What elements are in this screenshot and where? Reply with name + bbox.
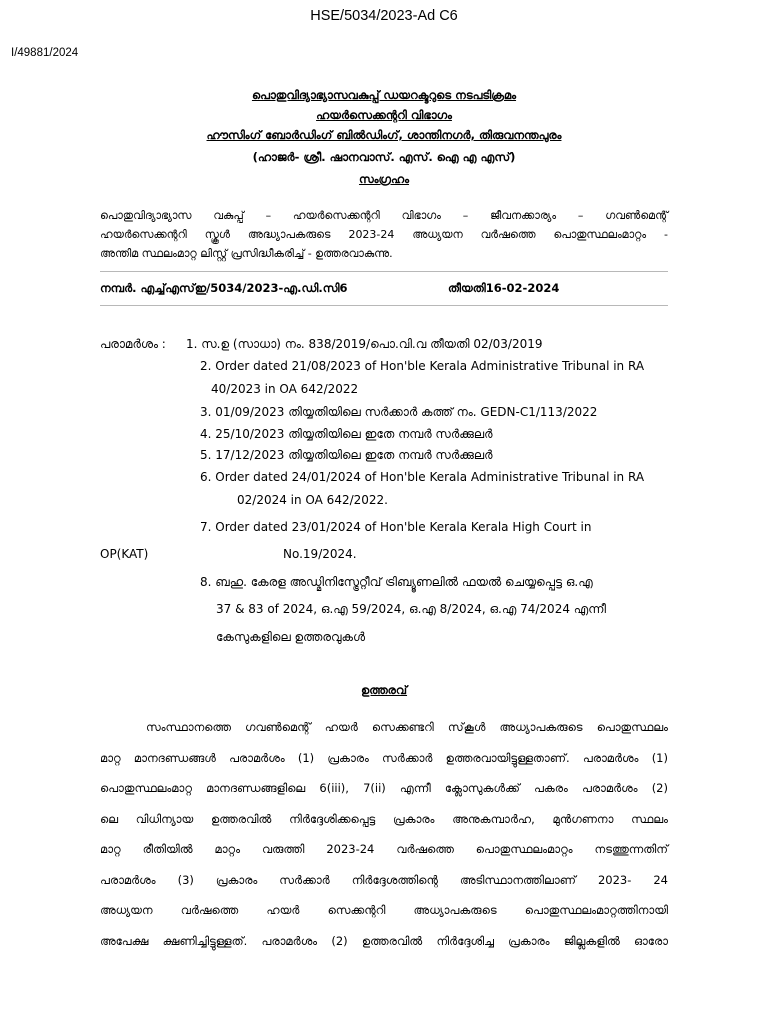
header-department: പൊതുവിദ്യാഭ്യാസവകുപ്പ് ഡയറക്ടറുടെ നടപടിക്രമം (251, 88, 517, 102)
references-label: പരാമർശം : (100, 337, 166, 351)
body-line: മാറ്റ മാനദണ്ഡങ്ങൾ പരാമർശം (1) പ്രകാരം സർക്കാർ ഉത്തരവായിട്ടുള്ളതാണ്. പരാമർശം (1) (100, 750, 668, 765)
header-section: ഹയർസെക്കന്ററി വിഭാഗം (316, 108, 452, 122)
reference-item: 02/2024 in OA 642/2022. (237, 493, 388, 507)
body-line: ലെ വിധിന്യായ ഉത്തരവിൽ നിർദ്ദേശിക്കപ്പെട്ട പ്രകാരം അനുകമ്പാർഹ, മുൻഗണനാ സ്ഥലം (100, 811, 668, 826)
divider (100, 271, 668, 272)
header-presence: (ഹാജർ- ശ്രീ. ഷാനവാസ്. എസ്. ഐ എ എസ്) (252, 150, 516, 164)
reference-item: 7. Order dated 23/01/2024 of Hon'ble Kerala Kerala High Court in (200, 520, 592, 534)
header-address: ഹൗസിംഗ് ബോർഡിംഗ് ബിൽഡിംഗ്, ശാന്തിനഗർ, തിരുവനന്തപുരം (206, 128, 562, 142)
reference-item: 4. 25/10/2023 തിയ്യതിയിലെ ഇതേ നമ്പർ സർക്കുലർ (200, 427, 493, 441)
reference-item: 2. Order dated 21/08/2023 of Hon'ble Kerala Administrative Tribunal in RA (200, 359, 645, 373)
summary-line: പൊതുവിദ്യാഭ്യാസ വകുപ്പ് – ഹയർസെക്കന്ററി വിഭാഗം – ജീവനക്കാര്യം – ഗവൺമെന്റ് (100, 209, 668, 222)
reference-item: 1. സ.ഉ (സാധാ) നം. 838/2019/പൊ.വി.വ തീയതി 02/03/2019 (186, 337, 543, 351)
summary-line: അന്തിമ സ്ഥലംമാറ്റ ലിസ്റ്റ് പ്രസിദ്ധീകരിച്ച് - ഉത്തരവാകുന്നു. (100, 247, 393, 260)
reference-item: 37 & 83 of 2024, ഒ.എ 59/2024, ഒ.എ 8/2024, ഒ.എ 74/2024 എന്നീ (216, 602, 606, 616)
summary-paragraph (100, 206, 668, 263)
order-heading: ഉത്തരവ് (360, 683, 408, 697)
order-date: തീയതി16-02-2024 (448, 281, 560, 295)
reference-item: 8. ബഹു. കേരള അഡ്മിനിസ്ട്രേറ്റീവ് ട്രിബ്യൂണലിൽ ഫയൽ ചെയ്യപ്പെട്ട ഒ.എ (200, 575, 593, 589)
body-line: പൊതുസ്ഥലംമാറ്റ മാനദണ്ഡങ്ങളിലെ 6(iii), 7(ii) എന്നീ ക്ലോസുകൾക്ക് പകരം പരാമർശം (2) (100, 781, 668, 795)
header-summary-label: സംഗ്രഹം (358, 172, 410, 186)
reference-item: 3. 01/09/2023 തിയ്യതിയിലെ സർക്കാർ കത്ത് നം. GEDN-C1/113/2022 (200, 405, 598, 419)
reference-item: OP(KAT) (100, 547, 149, 561)
summary-line: ഹയർസെക്കന്ററി സ്കൂൾ അദ്ധ്യാപകരുടെ 2023-24 അധ്യയന വർഷത്തെ പൊതുസ്ഥലംമാറ്റം - (100, 228, 668, 241)
body-line: അപേക്ഷ ക്ഷണിച്ചിട്ടുള്ളത്. പരാമർശം (2) ഉത്തരവിൽ നിർദ്ദേശിച്ച പ്രകാരം ജില്ലകളിൽ ഓരോ (100, 933, 668, 948)
order-number: നമ്പർ. എച്ച്എസ്ഇ/5034/2023-എ.ഡി.സി6 (100, 281, 348, 295)
body-line: പരാമർശം (3) പ്രകാരം സർക്കാർ നിർദ്ദേശത്തിന്റെ അടിസ്ഥാനത്തിലാണ് 2023- 24 (100, 872, 668, 887)
reference-item: 6. Order dated 24/01/2024 of Hon'ble Kerala Administrative Tribunal in RA (200, 470, 645, 484)
reference-item: 5. 17/12/2023 തിയ്യതിയിലെ ഇതേ നമ്പർ സർക്കുലർ (200, 448, 493, 462)
reference-item: No.19/2024. (283, 547, 357, 561)
body-line: സംസ്ഥാനത്തെ ഗവൺമെന്റ് ഹയർ സെക്കണ്ടറി സ്‌കൂൾ അധ്യാപകരുടെ പൊതുസ്ഥലം (146, 720, 668, 734)
document-id: I/49881/2024 (11, 47, 79, 59)
divider (100, 305, 668, 306)
body-line: അധ്യയന വർഷത്തെ ഹയർ സെക്കന്ററി അധ്യാപകരുടെ പൊതുസ്ഥലംമാറ്റത്തിനായി (100, 903, 668, 917)
reference-item: കേസുകളിലെ ഉത്തരവുകൾ (216, 630, 366, 644)
body-line: മാറ്റ രീതിയിൽ മാറ്റം വരുത്തി 2023-24 വർഷത്തെ പൊതുസ്ഥലംമാറ്റം നടത്തുന്നതിന് (100, 842, 668, 856)
order-body (100, 712, 668, 956)
reference-item: 40/2023 in OA 642/2022 (211, 382, 359, 396)
file-reference: HSE/5034/2023-Ad C6 (310, 8, 458, 24)
